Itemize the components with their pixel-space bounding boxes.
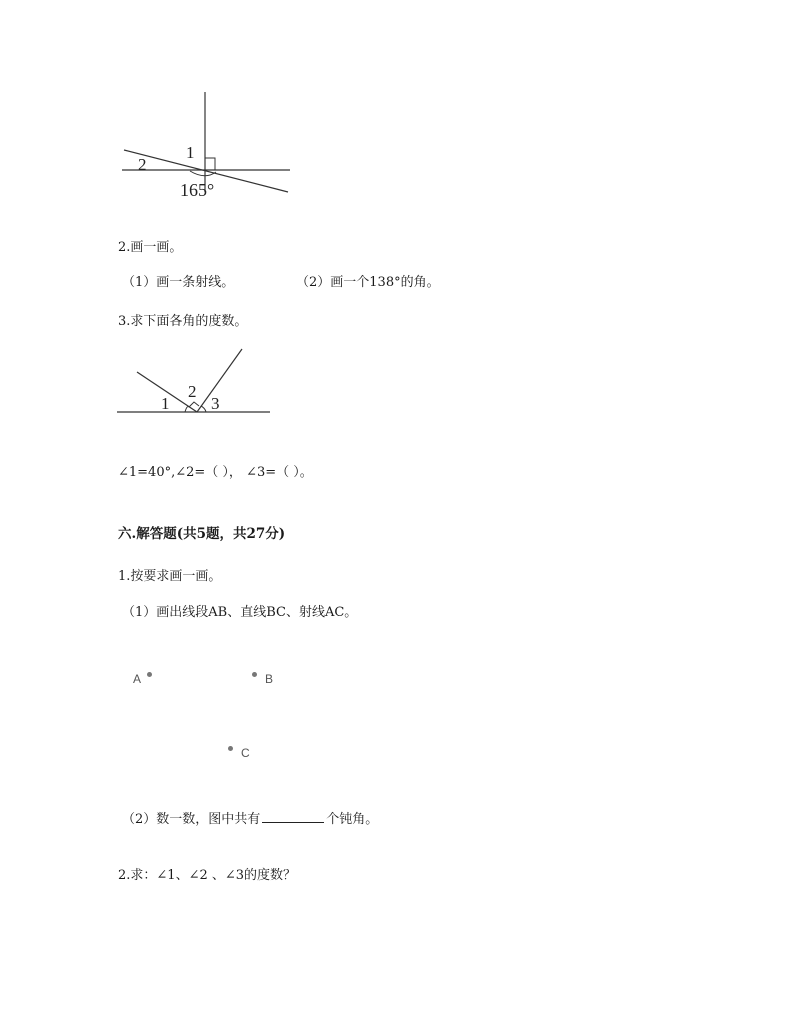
section6-q1-part2 (122, 808, 378, 827)
point-a-label: A (133, 672, 142, 686)
point-a-dot (147, 672, 152, 677)
q3-title: 3.求下面各角的度数。 (118, 314, 248, 329)
q2-title: 2.画一画。 (118, 240, 183, 255)
angle-arc-165 (190, 171, 216, 176)
label-angle-1: 1 (186, 143, 195, 162)
answer-blank[interactable] (262, 810, 324, 823)
point-b-label: B (265, 672, 274, 686)
part2-suffix: 个钝角。 (326, 812, 379, 827)
section6-q1-part1: （1）画出线段AB、直线BC、射线AC。 (122, 605, 358, 620)
q3-answer-line: ∠1=40°,∠2=（ ）， ∠3=（ ）。 (118, 465, 313, 480)
section6-q2-title: 2.求：∠1、∠2 、∠3的度数？ (118, 868, 297, 883)
label-165: 165° (180, 180, 215, 200)
label-angle-2b: 2 (188, 382, 197, 401)
point-c-label: C (241, 746, 250, 760)
right-angle-mark (205, 158, 215, 170)
angle-figure-2 (115, 345, 275, 420)
point-b-dot (252, 672, 257, 677)
q2-item-2: （2）画一个138°的角。 (296, 275, 440, 290)
part2-prefix: （2）数一数，图中共有 (122, 812, 261, 827)
right-ray (197, 349, 242, 412)
label-angle-2: 2 (138, 155, 147, 174)
angle-figure-1 (118, 88, 298, 203)
label-angle-3b: 3 (211, 394, 220, 413)
label-angle-1b: 1 (161, 394, 170, 413)
angle-arc-3 (201, 406, 206, 412)
point-c-dot (228, 746, 233, 751)
section-6-heading: 六.解答题(共5题，共27分) (118, 526, 286, 542)
right-angle-mark-2 (189, 402, 199, 407)
angle-arc-1 (185, 407, 189, 412)
q2-item-1: （1）画一条射线。 (122, 275, 235, 290)
section6-q1-title: 1.按要求画一画。 (118, 569, 222, 584)
